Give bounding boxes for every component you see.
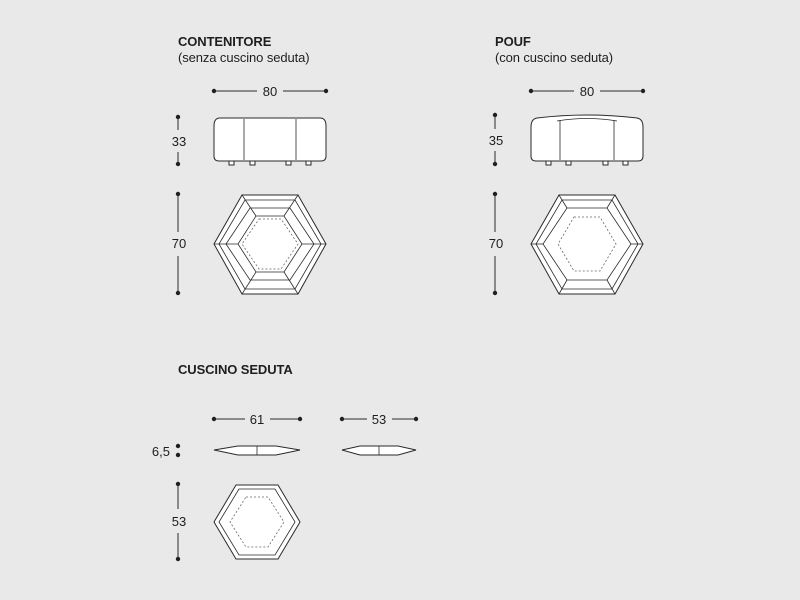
contenitore-subtitle: (senza cuscino seduta) xyxy=(178,50,310,65)
contenitore-height-dimension xyxy=(172,115,186,166)
cuscino-width-a-dimension xyxy=(212,412,302,427)
contenitore-width-label: 80 xyxy=(262,84,278,99)
pouf-depth-dimension xyxy=(489,192,503,295)
contenitore-side-view xyxy=(214,118,326,165)
contenitore-height-label: 33 xyxy=(171,134,187,149)
cuscino-height-dimension xyxy=(152,444,180,459)
cuscino-title-text: CUSCINO SEDUTA xyxy=(178,362,293,377)
pouf-side-view xyxy=(531,115,643,165)
pouf-top-view xyxy=(531,195,643,294)
cuscino-width-a-label: 61 xyxy=(249,412,265,427)
contenitore-depth-label: 70 xyxy=(171,236,187,251)
dimension-endpoint xyxy=(176,444,180,448)
pouf-width-label: 80 xyxy=(579,84,595,99)
cuscino-top-view xyxy=(214,485,300,559)
contenitore-depth-dimension xyxy=(172,192,186,295)
contenitore-top-view xyxy=(214,195,326,294)
cuscino-depth-dimension xyxy=(172,482,186,561)
contenitore-width-dimension xyxy=(212,84,328,99)
cuscino-side-view-a xyxy=(214,446,300,455)
cuscino-height-label: 6,5 xyxy=(151,444,170,459)
contenitore-title-text: CONTENITORE xyxy=(178,34,272,49)
dimension-endpoint xyxy=(176,453,180,457)
pouf-height-dimension xyxy=(489,113,503,166)
cuscino-depth-label: 53 xyxy=(171,514,187,529)
pouf-height-label: 35 xyxy=(488,133,504,148)
cuscino-side-view-b xyxy=(342,446,416,455)
pouf-width-dimension xyxy=(529,84,645,99)
cuscino-width-b-dimension xyxy=(340,412,418,427)
cuscino-width-b-label: 53 xyxy=(371,412,387,427)
pouf-subtitle: (con cuscino seduta) xyxy=(495,50,613,65)
pouf-depth-label: 70 xyxy=(488,236,504,251)
pouf-title-text: POUF xyxy=(495,34,531,49)
